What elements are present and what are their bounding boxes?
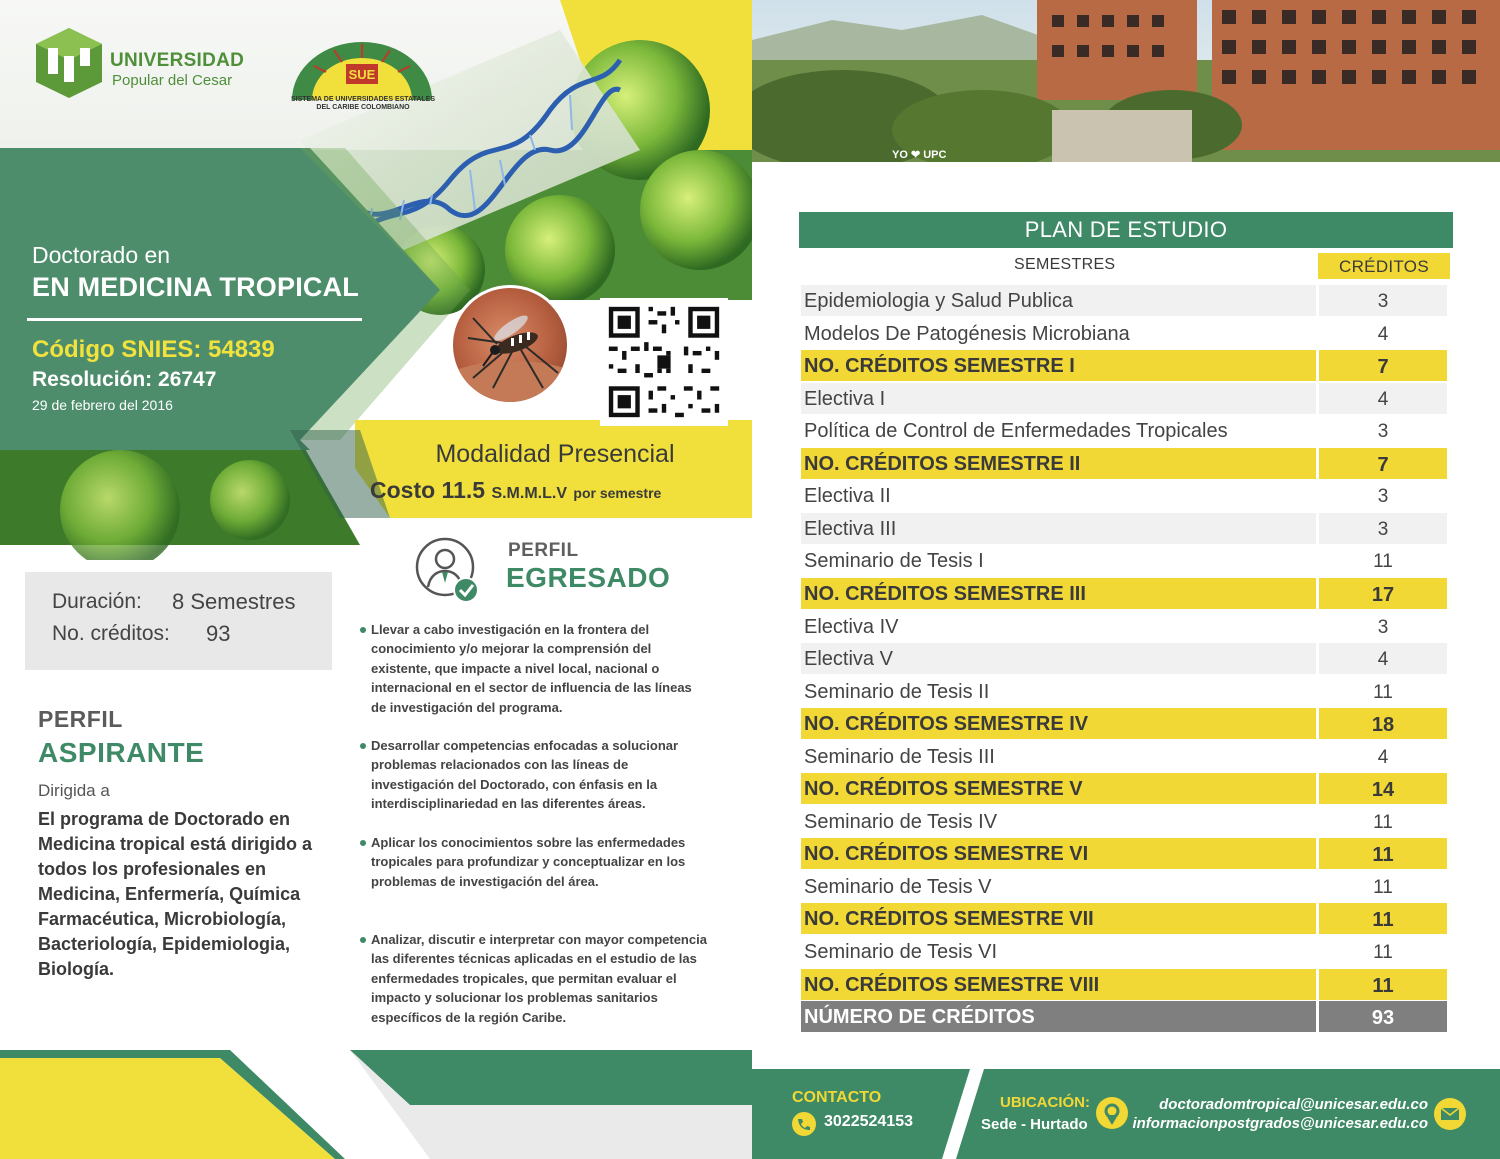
course-credits: 3	[1377, 291, 1389, 312]
semester-total-row	[801, 708, 1447, 739]
credits-cell	[1319, 480, 1447, 511]
course-cell	[801, 545, 1316, 576]
summary-box	[25, 572, 332, 670]
mosquito-image	[450, 285, 570, 405]
course-row	[801, 383, 1447, 414]
course-row	[801, 611, 1447, 642]
course-cell	[801, 773, 1316, 804]
course-credits: 3	[1377, 518, 1389, 540]
credits-cell	[1319, 545, 1447, 576]
phone-icon	[792, 1112, 816, 1136]
course-name: NO. CRÉDITOS SEMESTRE VI	[804, 843, 1089, 866]
course-credits: 3	[1377, 486, 1389, 508]
course-name: Modelos De Patogénesis Microbiana	[804, 322, 1130, 345]
semester-total-row	[801, 578, 1447, 609]
aspirante-intro: Dirigida a	[38, 781, 110, 800]
course-credits: 4	[1377, 323, 1389, 345]
course-credits: 3	[1377, 421, 1389, 443]
course-row	[801, 480, 1447, 511]
credits-cell	[1319, 806, 1447, 837]
semester-total-row	[801, 773, 1447, 804]
course-cell	[801, 480, 1316, 511]
credits-cell	[1319, 448, 1447, 479]
course-name: NO. CRÉDITOS SEMESTRE VII	[804, 908, 1094, 931]
column-header-creditos: CRÉDITOS	[1339, 257, 1429, 276]
credits-cell	[1319, 383, 1447, 414]
course-name: NO. CRÉDITOS SEMESTRE V	[804, 778, 1083, 801]
course-name: Política de Control de Enfermedades Tropicales	[804, 420, 1228, 443]
course-credits: 11	[1372, 844, 1394, 867]
program-title-prefix: Doctorado en	[32, 242, 171, 268]
upc-logo-icon	[34, 26, 104, 100]
program-title: EN MEDICINA TROPICAL	[32, 272, 359, 302]
email-postgrad[interactable]: informacionpostgrados@unicesar.edu.co	[1132, 1115, 1428, 1132]
course-name: NO. CRÉDITOS SEMESTRE I	[804, 355, 1075, 378]
course-cell	[801, 415, 1316, 446]
semester-total-row	[801, 903, 1447, 934]
university-name: UNIVERSIDAD	[110, 50, 245, 71]
aspirante-heading: ASPIRANTE	[38, 737, 205, 768]
credits-cell	[1319, 871, 1447, 902]
course-cell	[801, 578, 1316, 609]
egresado-item: Aplicar los conocimientos sobre las enfermedades tropicales para profundizar y conceptualizar en los problemas de investigación del área.	[360, 833, 710, 891]
qr-code[interactable]	[600, 298, 728, 426]
aspirante-heading-top: PERFIL	[38, 706, 123, 732]
course-row	[801, 285, 1447, 316]
campus-sign: YO ❤ UPC	[892, 149, 947, 161]
course-credits: 4	[1377, 649, 1389, 671]
email-doctorate[interactable]: doctoradomtropical@unicesar.edu.co	[1159, 1096, 1428, 1113]
course-name: Seminario de Tesis V	[804, 875, 992, 898]
course-cell	[801, 676, 1316, 707]
campus-photo	[752, 0, 1500, 162]
course-name: Seminario de Tesis III	[804, 745, 995, 768]
course-cell	[801, 383, 1316, 414]
credits-cell	[1319, 611, 1447, 642]
course-cell	[801, 643, 1316, 674]
course-credits: 4	[1377, 746, 1389, 768]
course-row	[801, 318, 1447, 349]
egresado-item: Llevar a cabo investigación en la frontera del conocimiento y/o mejorar la comprensión del existente, que impacte a nivel local, nacional o internacional en el sector de influencia de las líneas de investigación del programa.	[360, 620, 710, 717]
credits-cell	[1319, 643, 1447, 674]
cost-period: por semestre	[573, 485, 662, 501]
phone-number[interactable]: 3022524153	[824, 1113, 913, 1130]
egresado-heading-top: PERFIL	[508, 540, 579, 561]
course-name: Seminario de Tesis I	[804, 550, 984, 573]
course-cell	[801, 448, 1316, 479]
course-name: Electiva II	[804, 485, 891, 508]
course-name: Seminario de Tesis II	[804, 680, 990, 703]
location-heading: UBICACIÓN:	[1000, 1094, 1090, 1111]
course-row	[801, 545, 1447, 576]
course-credits: 18	[1371, 714, 1395, 737]
credits-cell	[1319, 513, 1447, 544]
course-cell	[801, 936, 1316, 967]
credits-cell	[1319, 285, 1447, 316]
course-name: NO. CRÉDITOS SEMESTRE II	[804, 452, 1081, 475]
course-name: NO. CRÉDITOS SEMESTRE III	[804, 582, 1086, 605]
semester-total-row	[801, 969, 1447, 1000]
modality-label: Modalidad Presencial	[435, 440, 675, 468]
course-credits: 7	[1377, 453, 1389, 476]
course-credits: 7	[1377, 356, 1389, 379]
course-name: NO. CRÉDITOS SEMESTRE VIII	[804, 973, 1100, 996]
course-cell	[801, 285, 1316, 316]
course-credits: 3	[1377, 616, 1389, 638]
credits-cell	[1319, 838, 1447, 869]
aspirante-description: El programa de Doctorado en Medicina tropical está dirigido a todos los profesionales en Medicina, Enfermería, Química Farmacéutica, Microbiología, Bacteriología, Epidemiologia, Biología.	[38, 809, 313, 979]
course-row	[801, 741, 1447, 772]
course-cell	[801, 1001, 1316, 1032]
university-subtitle: Popular del Cesar	[112, 72, 233, 89]
course-credits: 11	[1373, 876, 1393, 898]
credits-cell	[1319, 936, 1447, 967]
course-row	[801, 676, 1447, 707]
title-divider	[27, 318, 362, 321]
course-name: Electiva IV	[804, 615, 899, 638]
credits-cell	[1319, 903, 1447, 934]
egresado-item: Analizar, discutir e interpretar con mayor competencia las diferentes técnicas aplicadas en el estudio de las enfermedades tropicales, que permitan evaluar el impacto y solucionar los problemas sanitarios específicos de la región Caribe.	[360, 930, 710, 1027]
column-header-semestres: SEMESTRES	[1014, 256, 1116, 273]
cost-unit: S.M.M.L.V	[491, 485, 567, 502]
credits-cell	[1319, 1001, 1447, 1032]
egresado-heading: EGRESADO	[506, 562, 671, 593]
credits-cell	[1319, 318, 1447, 349]
course-cell	[801, 806, 1316, 837]
course-cell	[801, 611, 1316, 642]
course-credits: 4	[1377, 388, 1389, 410]
credits-value: 93	[206, 621, 231, 646]
sue-logo-icon	[284, 38, 440, 104]
snies-code: Código SNIES: 54839	[32, 336, 275, 363]
duration-label: Duración:	[52, 590, 142, 613]
course-credits: 17	[1371, 583, 1395, 606]
course-name: Electiva III	[804, 517, 897, 540]
course-credits: 11	[1372, 974, 1394, 997]
semester-total-row	[801, 838, 1447, 869]
plan-title: PLAN DE ESTUDIO	[1024, 217, 1228, 242]
duration-value: 8 Semestres	[172, 589, 296, 614]
course-cell	[801, 903, 1316, 934]
course-row	[801, 871, 1447, 902]
course-name: NO. CRÉDITOS SEMESTRE IV	[804, 713, 1089, 736]
resolution-number: Resolución: 26747	[32, 368, 217, 391]
credits-cell	[1319, 708, 1447, 739]
graduate-profile-icon	[412, 535, 482, 605]
course-cell	[801, 708, 1316, 739]
semester-total-row	[801, 350, 1447, 381]
course-credits: 11	[1372, 909, 1394, 932]
course-name: Seminario de Tesis IV	[804, 810, 998, 833]
credits-label: No. créditos:	[52, 622, 170, 645]
sue-acronym: SUE	[348, 67, 376, 82]
course-cell	[801, 741, 1316, 772]
course-name: NÚMERO DE CRÉDITOS	[804, 1006, 1035, 1029]
course-name: Epidemiologia y Salud Publica	[804, 290, 1074, 312]
course-credits: 11	[1373, 811, 1393, 833]
contact-heading: CONTACTO	[792, 1089, 882, 1106]
course-credits: 93	[1371, 1007, 1395, 1030]
resolution-date: 29 de febrero del 2016	[32, 397, 173, 413]
course-row	[801, 643, 1447, 674]
left-footer-graphic	[0, 1050, 752, 1159]
course-name: Electiva V	[804, 648, 893, 671]
course-cell	[801, 838, 1316, 869]
sue-caption-line2: DEL CARIBE COLOMBIANO	[316, 104, 410, 111]
course-cell	[801, 871, 1316, 902]
cost-value: Costo 11.5	[370, 477, 486, 503]
course-row	[801, 415, 1447, 446]
cost-line	[370, 477, 750, 504]
credits-cell	[1319, 578, 1447, 609]
credits-cell	[1319, 773, 1447, 804]
course-name: Seminario de Tesis VI	[804, 941, 998, 963]
course-cell	[801, 350, 1316, 381]
course-cell	[801, 513, 1316, 544]
location-value: Sede - Hurtado	[981, 1116, 1088, 1133]
egresado-item: Desarrollar competencias enfocadas a solucionar problemas relacionados con las líneas de investigación del Doctorado, con énfasis en la interdisciplinariedad en las diferentes áreas.	[360, 736, 710, 814]
credits-cell	[1319, 350, 1447, 381]
course-credits: 14	[1371, 779, 1395, 802]
course-cell	[801, 969, 1316, 1000]
course-credits: 11	[1373, 942, 1393, 963]
credits-cell	[1319, 676, 1447, 707]
credits-cell	[1319, 741, 1447, 772]
sue-caption-line1: SISTEMA DE UNIVERSIDADES ESTATALES	[290, 96, 436, 103]
course-name: Electiva I	[804, 387, 886, 410]
course-cell	[801, 318, 1316, 349]
credits-cell	[1319, 415, 1447, 446]
course-row	[801, 806, 1447, 837]
course-row	[801, 936, 1447, 967]
semester-total-row	[801, 448, 1447, 479]
course-credits: 11	[1373, 681, 1393, 703]
grand-total-row	[801, 1001, 1447, 1032]
credits-cell	[1319, 969, 1447, 1000]
course-credits: 11	[1373, 551, 1393, 573]
course-row	[801, 513, 1447, 544]
